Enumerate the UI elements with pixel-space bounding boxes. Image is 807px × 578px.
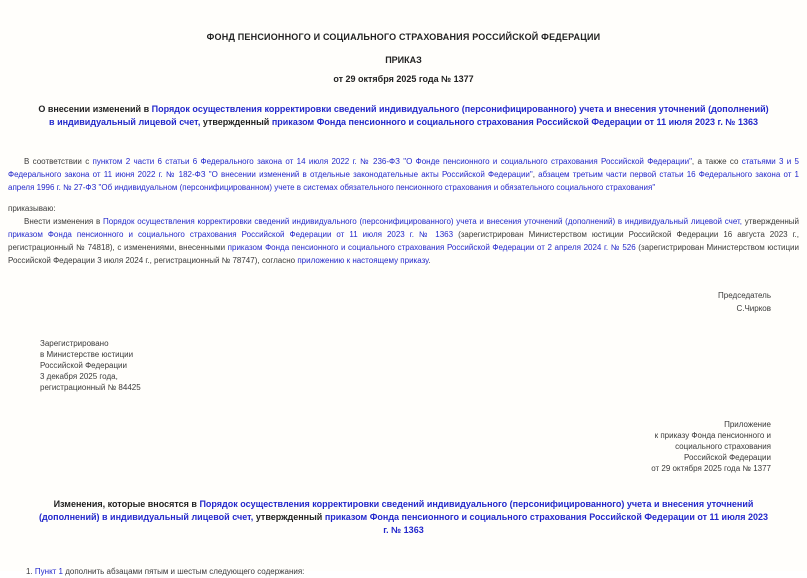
annex-line: к приказу Фонда пенсионного и [654, 431, 771, 440]
link-fz-182[interactable]: статьями 3 и 5 Федерального закона от 11 июня 2022 г. № 182-ФЗ "О внесении изменений в отдельные законодательные акты Российской Федерации" [8, 157, 799, 179]
appendix-heading-text: утвержденный [253, 512, 325, 522]
appendix-heading [38, 498, 769, 537]
signature-position: Председатель [718, 291, 771, 300]
amendment-item-1 [8, 565, 799, 578]
order-text: (зарегистрирован Министерством юстиции Российской Федерации 16 августа 2023 г., регистрационный № 74818), с изменениями, внесенными [8, 230, 799, 252]
annex-line: от 29 октября 2025 года № 1377 [651, 464, 771, 473]
appendix-heading-text: Изменения, которые вносятся в [53, 499, 200, 509]
link-prikaz-1363[interactable]: приказом Фонда пенсионного и социального страхования Российской Федерации от 11 июля 2023 г. № 1363 [324, 512, 769, 535]
link-prikaz-1363[interactable]: приказом Фонда пенсионного и социального страхования Российской Федерации от 11 июля 2023 г. № 1363 [8, 230, 454, 239]
annex-line: социального страхования [675, 442, 771, 451]
registration-line: Российской Федерации [40, 361, 127, 370]
link-fz-236[interactable]: пунктом 2 части 6 статьи 6 Федерального закона от 14 июля 2022 г. № 236-ФЗ "О Фонде пенсионного и социального страхования Российской Федерации" [92, 157, 692, 166]
link-poryadok-korrektirovki[interactable]: Порядок осуществления корректировки сведений индивидуального (персонифицированного) учета и внесения уточнений (дополнений) в индивидуальный лицевой счет, [38, 499, 754, 522]
link-prilozhenie[interactable]: приложению к настоящему приказу [297, 256, 429, 265]
annex-attribution-block [8, 419, 799, 474]
item1-text: дополнить абзацами пятым и шестым следующего содержания: [63, 567, 305, 576]
order-paragraph [8, 215, 799, 267]
link-poryadok-korrektirovki[interactable]: Порядок осуществления корректировки сведений индивидуального (персонифицированного) учета и внесения уточнений (дополнений) в индивидуальный лицевой счет, [103, 217, 742, 226]
preamble-text: В соответствии с [24, 157, 93, 166]
signature-name: С.Чирков [736, 304, 771, 313]
item1-text: 1. [26, 567, 35, 576]
annex-line: Российской Федерации [684, 453, 771, 462]
registration-line: в Министерстве юстиции [40, 350, 134, 359]
link-prikaz-526[interactable]: приказом Фонда пенсионного и социального страхования Российской Федерации от 2 апреля 2024 г. № 526 [227, 243, 636, 252]
preamble-paragraph [8, 155, 799, 194]
preamble-text: , а также со [691, 157, 742, 166]
registration-line: 3 декабря 2025 года, [40, 372, 118, 381]
link-poryadok-korrektirovki[interactable]: Порядок осуществления корректировки сведений индивидуального (персонифицированного) учета и внесения уточнений (дополнений) в индивидуальный лицевой счет, [49, 104, 769, 127]
organization-name: ФОНД ПЕНСИОННОГО И СОЦИАЛЬНОГО СТРАХОВАНИЯ РОССИЙСКОЙ ФЕДЕРАЦИИ [206, 32, 601, 42]
link-punkt-1[interactable]: Пункт 1 [34, 567, 63, 576]
order-text: Внести изменения в [24, 217, 103, 226]
order-text: (зарегистрирован Министерством юстиции Российской Федерации 3 июля 2024 г., регистрационный № 78747), согласно [8, 243, 799, 265]
link-fz-27[interactable]: абзацем третьим части первой статьи 16 Федерального закона от 1 апреля 1996 г. № 27-ФЗ "Об индивидуальном (персонифицированном) учете в системах обязательного пенсионного страхования и обязательного социального страхования" [8, 170, 800, 192]
title-text: утвержденный [200, 117, 272, 127]
document-type: ПРИКАЗ [385, 55, 422, 65]
document-title [36, 103, 771, 129]
registration-block [40, 338, 799, 393]
registration-line: регистрационный № 84425 [40, 383, 141, 392]
document-date-number: от 29 октября 2025 года № 1377 [333, 74, 474, 84]
signature-block [8, 289, 799, 315]
annex-line: Приложение [724, 420, 771, 429]
title-text: О внесении изменений в [38, 104, 152, 114]
order-text: . [428, 256, 431, 265]
preamble-text: , [532, 170, 539, 179]
link-prikaz-1363[interactable]: приказом Фонда пенсионного и социального страхования Российской Федерации от 11 июля 2023 г. № 1363 [271, 117, 758, 127]
order-text: утвержденный [742, 217, 799, 226]
order-word: приказываю: [8, 204, 56, 213]
registration-line: Зарегистрировано [40, 339, 109, 348]
